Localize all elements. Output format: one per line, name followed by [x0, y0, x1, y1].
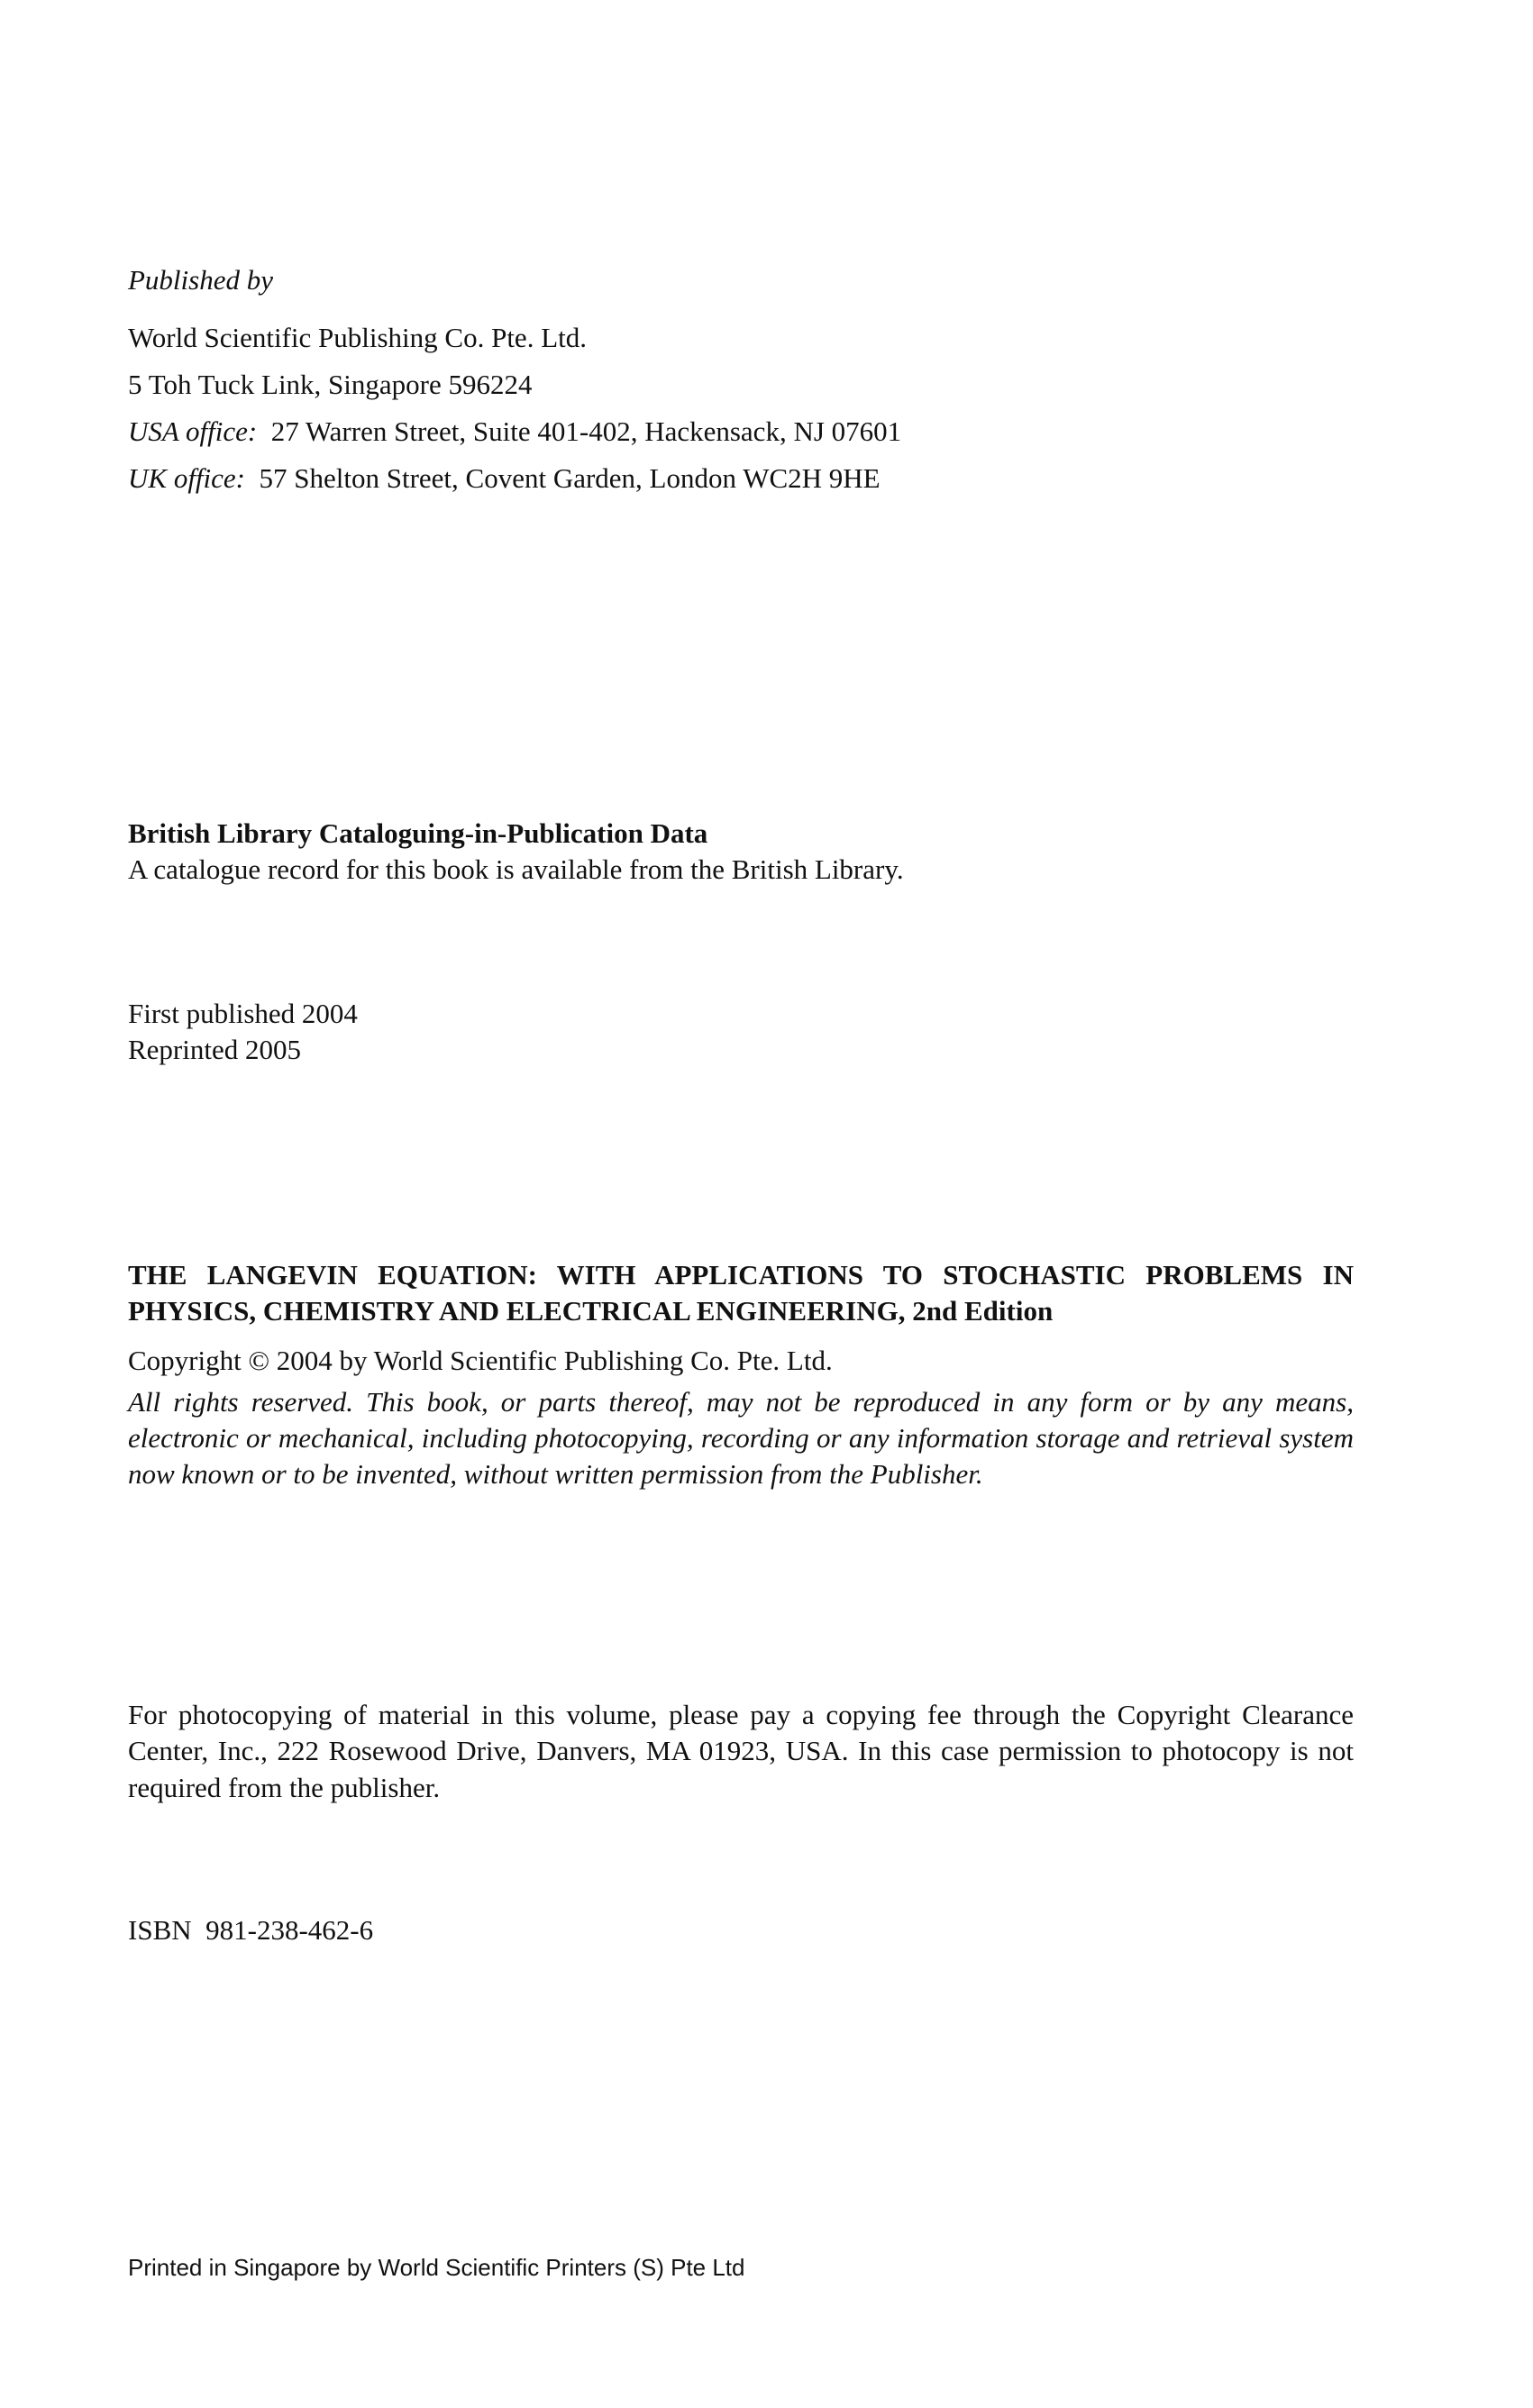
rights-notice: All rights reserved. This book, or parts thereof, may not be reproduced in any form or by any means, electronic or mechanical, including photocopying, recording or any information storage and retrieval system now known or to be invented, without written permission from the Publisher.	[128, 1385, 1354, 1491]
usa-office-label: USA office:	[128, 415, 258, 447]
publisher-address: 5 Toh Tuck Link, Singapore 596224	[128, 369, 533, 400]
book-title-text: THE LANGEVIN EQUATION: WITH APPLICATIONS TO STOCHASTIC PROBLEMS IN PHYSICS, CHEMISTRY AND ELECTRICAL ENGINEERING,	[128, 1259, 1354, 1327]
usa-office-address: 27 Warren Street, Suite 401-402, Hackensack, NJ 07601	[270, 415, 902, 447]
usa-office-line	[128, 408, 901, 455]
uk-office-address: 57 Shelton Street, Covent Garden, London WC2H 9HE	[259, 462, 881, 494]
cip-text: A catalogue record for this book is available from the British Library.	[128, 853, 904, 886]
book-title	[128, 1257, 1354, 1330]
book-title-block	[128, 1257, 1354, 1493]
uk-office-label: UK office:	[128, 462, 245, 494]
cip-heading: British Library Cataloguing-in-Publication Data	[128, 817, 708, 849]
photocopy-notice-block	[128, 1697, 1354, 1806]
publisher-block	[128, 257, 901, 502]
printer-block	[128, 2253, 745, 2284]
first-published: First published 2004	[128, 998, 358, 1029]
cip-block	[128, 816, 1354, 889]
uk-office-line	[128, 455, 901, 502]
photocopy-notice: For photocopying of material in this volume, please pay a copying fee through the Copyright Clearance Center, Inc., 222 Rosewood Drive, Danvers, MA 01923, USA. In this case permission to photocopy is not required from the publisher.	[128, 1699, 1354, 1803]
isbn: ISBN 981-238-462-6	[128, 1914, 374, 1946]
publisher-name: World Scientific Publishing Co. Pte. Ltd.	[128, 322, 587, 353]
publication-dates	[128, 996, 358, 1069]
book-edition: 2nd Edition	[912, 1295, 1054, 1327]
copyright-line: Copyright © 2004 by World Scientific Publishing Co. Pte. Ltd.	[128, 1344, 833, 1376]
isbn-block	[128, 1912, 373, 1948]
reprinted: Reprinted 2005	[128, 1034, 301, 1066]
published-by-label: Published by	[128, 264, 273, 296]
printer-line: Printed in Singapore by World Scientific Printers (S) Pte Ltd	[128, 2254, 745, 2281]
